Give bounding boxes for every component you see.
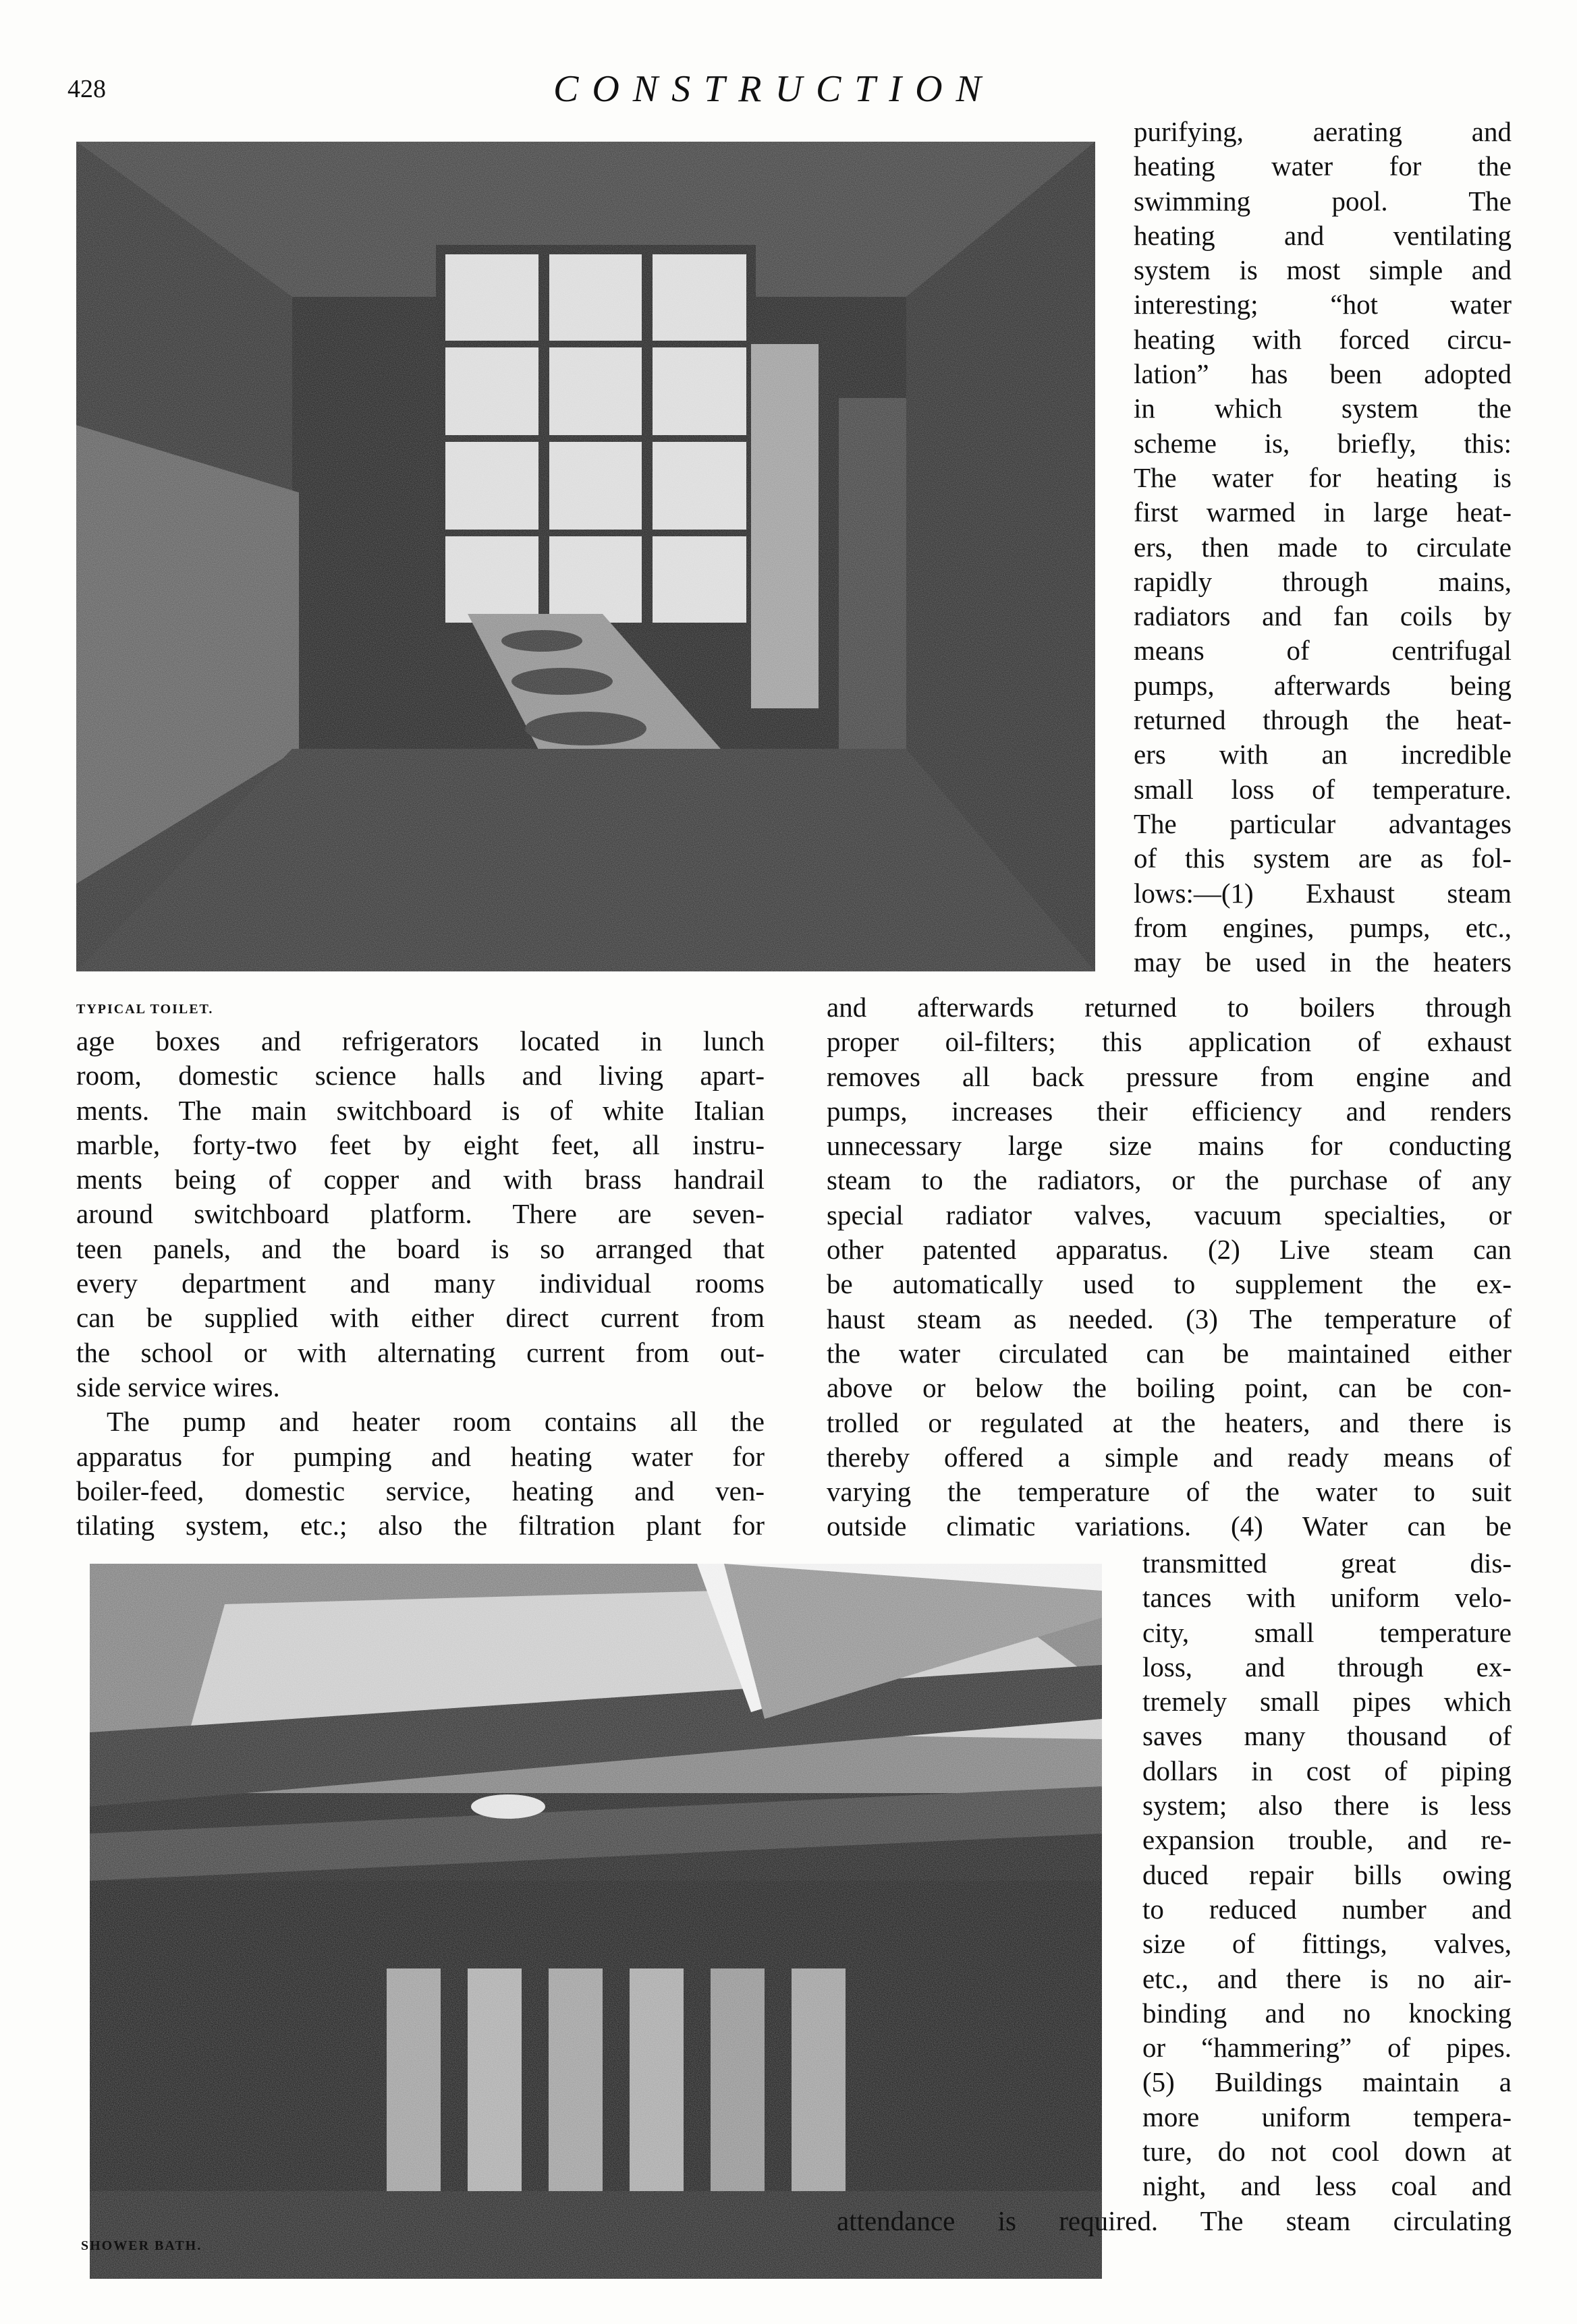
text-line: ments. The main switchboard is of white Italian xyxy=(76,1094,765,1126)
text-line: varying the temperature of the water to suit xyxy=(827,1476,1512,1508)
text-line: ers with an incredible xyxy=(1134,739,1512,770)
text-line: ers, then made to circulate xyxy=(1134,531,1512,563)
text-line: tremely small pipes which xyxy=(1142,1686,1512,1718)
text-line: night, and less coal and xyxy=(1142,2170,1512,2202)
text-line: age boxes and refrigerators located in lunch xyxy=(76,1025,765,1056)
text-line: ture, do not cool down at xyxy=(1142,2136,1512,2167)
text-line: to reduced number and xyxy=(1142,1893,1512,1925)
text-line: city, small temperature xyxy=(1142,1616,1512,1648)
toilet-photo-image xyxy=(76,142,1095,971)
text-line: haust steam as needed. (3) The temperature of xyxy=(827,1303,1512,1334)
text-line: scheme is, briefly, this: xyxy=(1134,427,1512,459)
text-line: system is most simple and xyxy=(1134,254,1512,286)
text-line: trolled or regulated at the heaters, and there is xyxy=(827,1407,1512,1438)
text-line: proper oil-filters; this application of exhaust xyxy=(827,1026,1512,1058)
text-line: around switchboard platform. There are seven- xyxy=(76,1198,765,1230)
text-line: radiators and fan coils by xyxy=(1134,600,1512,632)
text-line: system; also there is less xyxy=(1142,1790,1512,1821)
text-line: the school or with alternating current from out- xyxy=(76,1336,765,1368)
shower-photo-image xyxy=(90,1564,1102,2279)
text-line: can be supplied with either direct current from xyxy=(76,1302,765,1334)
running-title: CONSTRUCTION xyxy=(553,68,995,110)
text-line: interesting; “hot water xyxy=(1134,289,1512,320)
text-line: be automatically used to supplement the ex- xyxy=(827,1268,1512,1300)
final-line xyxy=(837,2204,1512,2238)
text-line: swimming pool. The xyxy=(1134,185,1512,217)
text-line: removes all back pressure from engine and xyxy=(827,1060,1512,1092)
text-line: rapidly through mains, xyxy=(1134,565,1512,597)
text-line: the water circulated can be maintained either xyxy=(827,1337,1512,1369)
text-line: of this system are as fol- xyxy=(1134,843,1512,874)
toilet-photo xyxy=(76,142,1095,971)
text-line: thereby offered a simple and ready means of xyxy=(827,1441,1512,1473)
narrow-column-bottom xyxy=(1142,1546,1512,2204)
text-line: attendance is required. The steam circulating xyxy=(837,2205,1512,2236)
text-line: The water for heating is xyxy=(1134,461,1512,493)
text-line: or “hammering” of pipes. xyxy=(1142,2032,1512,2064)
text-line: heating and ventilating xyxy=(1134,219,1512,251)
text-line: may be used in the heaters xyxy=(1134,946,1512,978)
text-line: ments being of copper and with brass handrail xyxy=(76,1164,765,1195)
text-line: loss, and through ex- xyxy=(1142,1651,1512,1682)
text-line: lation” has been adopted xyxy=(1134,358,1512,390)
narrow-column-top xyxy=(1134,115,1512,980)
text-line: returned through the heat- xyxy=(1134,704,1512,736)
text-line: binding and no knocking xyxy=(1142,1997,1512,2029)
text-line: dollars in cost of piping xyxy=(1142,1755,1512,1786)
right-column xyxy=(827,990,1512,1544)
text-line: lows:—(1) Exhaust steam xyxy=(1134,877,1512,909)
text-line: expansion trouble, and re- xyxy=(1142,1824,1512,1856)
text-line: pumps, increases their efficiency and renders xyxy=(827,1095,1512,1127)
text-line: every department and many individual rooms xyxy=(76,1268,765,1299)
text-line: in which system the xyxy=(1134,393,1512,424)
text-line: marble, forty-two feet by eight feet, all instru- xyxy=(76,1129,765,1160)
text-line: tances with uniform velo- xyxy=(1142,1582,1512,1614)
text-line: heating with forced circu- xyxy=(1134,323,1512,355)
text-line: The pump and heater room contains all the xyxy=(107,1406,765,1438)
figure-caption-toilet: TYPICAL TOILET. xyxy=(76,1002,214,1017)
text-line: purifying, aerating and xyxy=(1134,116,1512,147)
text-line: teen panels, and the board is so arranged that xyxy=(76,1232,765,1264)
text-line: other patented apparatus. (2) Live steam can xyxy=(827,1234,1512,1266)
text-line: transmitted great dis- xyxy=(1142,1548,1512,1579)
text-line: boiler-feed, domestic service, heating and ven- xyxy=(76,1475,765,1506)
text-line: unnecessary large size mains for conducting xyxy=(827,1130,1512,1162)
text-line: The particular advantages xyxy=(1134,807,1512,839)
text-line: outside climatic variations. (4) Water can be xyxy=(827,1510,1512,1542)
text-line: pumps, afterwards being xyxy=(1134,669,1512,701)
shower-photo xyxy=(90,1564,1102,2279)
text-line: special radiator valves, vacuum specialties, or xyxy=(827,1199,1512,1230)
text-line: saves many thousand of xyxy=(1142,1720,1512,1752)
text-line: apparatus for pumping and heating water for xyxy=(76,1440,765,1472)
text-line: heating water for the xyxy=(1134,150,1512,182)
text-line: small loss of temperature. xyxy=(1134,773,1512,805)
text-line: first warmed in large heat- xyxy=(1134,497,1512,528)
text-line: steam to the radiators, or the purchase of any xyxy=(827,1164,1512,1196)
page-number: 428 xyxy=(67,75,106,103)
text-line: from engines, pumps, etc., xyxy=(1134,911,1512,943)
left-column xyxy=(76,1024,765,1543)
text-line: (5) Buildings maintain a xyxy=(1142,2066,1512,2098)
text-line: and afterwards returned to boilers through xyxy=(827,992,1512,1023)
text-line: room, domestic science halls and living apart- xyxy=(76,1060,765,1092)
text-line: tilating system, etc.; also the filtration plant for xyxy=(76,1510,765,1541)
text-line: size of fittings, valves, xyxy=(1142,1928,1512,1960)
text-line: etc., and there is no air- xyxy=(1142,1962,1512,1994)
text-line: above or below the boiling point, can be con- xyxy=(827,1372,1512,1404)
text-line: side service wires. xyxy=(76,1371,280,1402)
text-line: means of centrifugal xyxy=(1134,635,1512,667)
figure-caption-shower: SHOWER BATH. xyxy=(81,2238,202,2253)
text-line: more uniform tempera- xyxy=(1142,2101,1512,2132)
text-line: duced repair bills owing xyxy=(1142,1859,1512,1890)
